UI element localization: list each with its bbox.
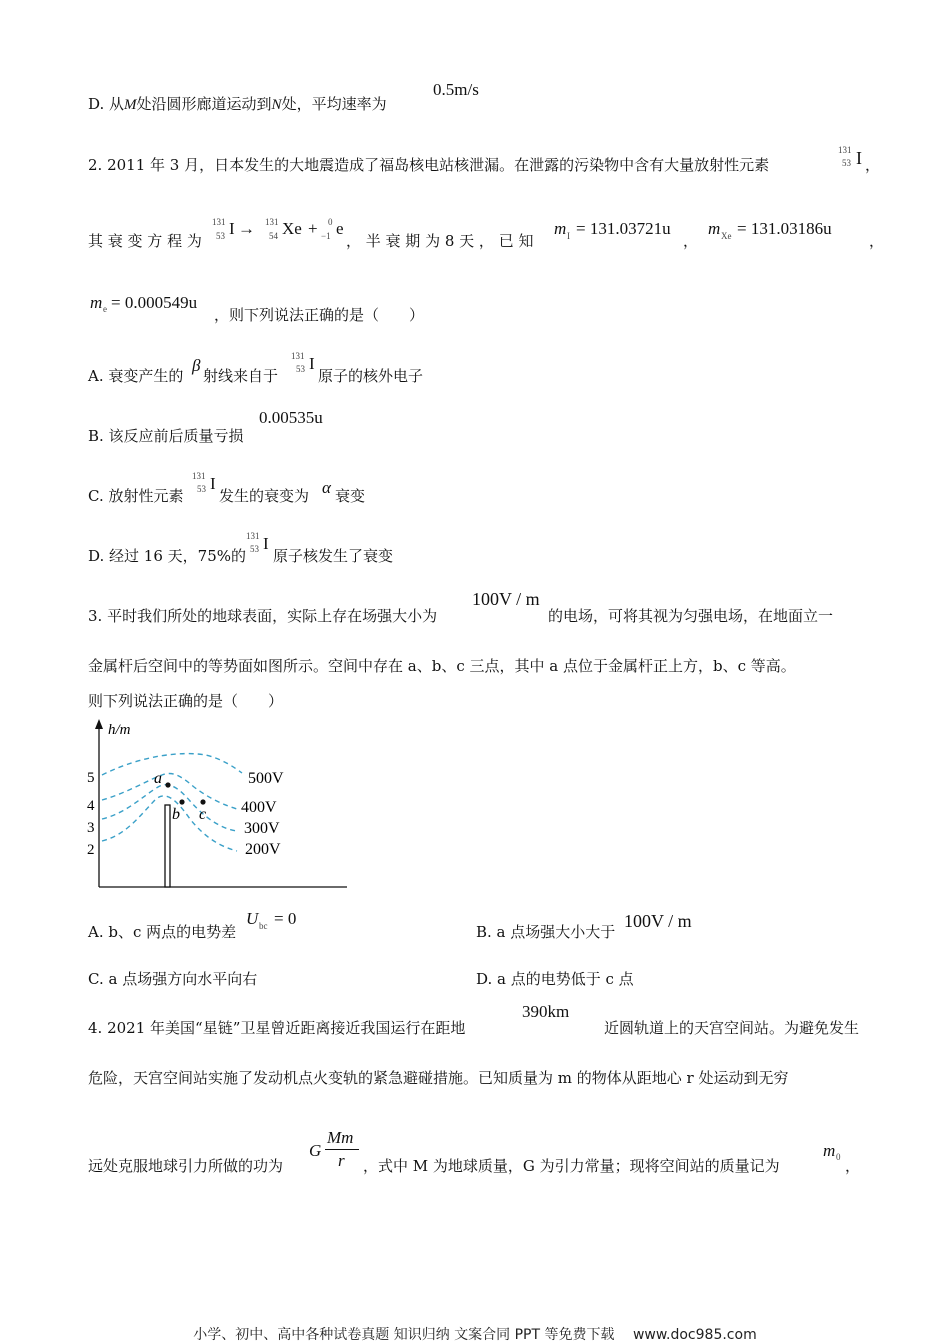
q4-distance: 390km [522, 1002, 570, 1021]
q2-l1-iodine-mass: 131 [838, 145, 852, 155]
q4-line1-suffix: 近圆轨道上的天宫空间站。为避免发生 [604, 1019, 860, 1037]
q2-optc-alpha: α [322, 478, 331, 497]
q2-line2-mid: ， 半 衰 期 为 8 天 ， 已 知 [346, 232, 534, 250]
q2-line2-prefix: 其 衰 变 方 程 为 [88, 232, 202, 250]
label-200v: 200V [245, 841, 281, 858]
label-300v: 300V [244, 820, 280, 837]
q4-m0-sub: 0 [836, 1152, 841, 1162]
q2-comma1: ， [683, 232, 699, 250]
curve-500v [102, 754, 242, 775]
y-axis-arrow [95, 719, 103, 729]
q4-line3-mid: ，式中 M 为地球质量，G 为引力常量；现将空间站的质量记为 [363, 1157, 780, 1175]
q2-mxe: m [708, 219, 721, 238]
q3-opta-sub: bc [259, 921, 268, 931]
q4-line3-end: ， [845, 1157, 861, 1175]
q2-eq-i: I [229, 219, 235, 238]
q3-line1-suffix: 的电场，可将其视为匀强电场，在地面立一 [548, 607, 834, 625]
q2-eq-arrow: → [238, 219, 255, 238]
q2-optc-mid: 发生的衰变为 [219, 487, 310, 505]
y-tick-5: 5 [87, 770, 95, 786]
q1-optd-prefix: D. 从 [88, 95, 125, 113]
q2-eq-e-mass: 0 [328, 217, 333, 227]
q4-line3-prefix: 远处克服地球引力所做的功为 [88, 1157, 284, 1175]
y-tick-4: 4 [87, 798, 95, 814]
q2-opt-b: B. 该反应前后质量亏损 [88, 427, 244, 445]
q2-eq-plus: + [308, 219, 318, 238]
q2-mxe-sub: Xe [721, 231, 732, 241]
y-tick-3: 3 [87, 820, 95, 836]
q2-opta-prefix: A. 衰变产生的 [88, 367, 184, 385]
q2-line1: 2. 2011 年 3 月，日本发生的大地震造成了福岛核电站核泄漏。在泄露的污染物中含有大量放射性元素 [88, 156, 770, 174]
q2-mi-sub: I [567, 231, 570, 241]
q2-optc-i-z: 53 [197, 484, 206, 494]
q3-line2: 金属杆后空间中的等势面如图所示。空间中存在 a、b、c 三点，其中 a 点位于金属杆正上方，b、c 等高。 [88, 657, 796, 675]
q1-optd-value: 0.5m/s [433, 80, 479, 99]
q2-comma2: ， [869, 232, 885, 250]
q3-opta-u: U [246, 909, 259, 928]
q4-fraction-bar [325, 1149, 359, 1150]
q2-eq-i-z: 53 [216, 231, 225, 241]
q4-g: G [309, 1141, 322, 1160]
q3-line3: 则下列说法正确的是（ ） [88, 692, 284, 710]
q2-opta-i-mass: 131 [291, 351, 305, 361]
q4-line2: 危险，天宫空间站实施了发动机点火变轨的紧急避碰措施。已知质量为 m 的物体从距地心 r 处运动到无穷 [88, 1069, 789, 1087]
q2-opta-suffix: 原子的核外电子 [318, 367, 424, 385]
point-a [165, 782, 170, 787]
label-c: c [199, 806, 207, 823]
q1-optd-n: N [271, 97, 282, 113]
q2-eq-e: e [336, 219, 344, 238]
q2-mxe-val: = 131.03186u [737, 219, 832, 238]
q4-line1-prefix: 4. 2021 年美国“星链”卫星曾近距离接近我国运行在距地 [88, 1019, 466, 1037]
q2-opta-i: I [309, 354, 315, 373]
q2-opt-d: D. 经过 16 天，75%的 [88, 547, 246, 565]
q2-eq-xe-mass: 131 [265, 217, 279, 227]
q2-me: m [90, 293, 103, 312]
q3-opt-d: D. a 点的电势低于 c 点 [476, 970, 634, 988]
curve-400v [102, 774, 237, 810]
q2-me-val: = 0.000549u [111, 293, 198, 312]
q2-optc-suffix: 衰变 [335, 487, 366, 505]
q2-eq-i-mass: 131 [212, 217, 226, 227]
q2-mi: m [554, 219, 567, 238]
q1-optd-mid: 处沿圆形廊道运动到 [136, 95, 272, 113]
q2-l1-iodine-z: 53 [842, 158, 851, 168]
q2-eq-xe-z: 54 [269, 231, 278, 241]
q2-optd-suffix: 原子核发生了衰变 [273, 547, 394, 565]
footer-site[interactable]: www.doc985.com [632, 1327, 757, 1343]
q2-optd-i: I [263, 534, 269, 553]
q3-field-value: 100V / m [472, 589, 540, 609]
q3-opta-val: = 0 [274, 909, 297, 928]
q3-optb-value: 100V / m [624, 911, 692, 931]
footer [0, 1324, 950, 1344]
q2-optb-value: 0.00535u [259, 408, 323, 427]
q2-opt-a [88, 366, 183, 386]
q2-mi-val: = 131.03721u [576, 219, 671, 238]
q2-me-sub: e [103, 304, 107, 314]
q2-opt-c: C. 放射性元素 [88, 487, 184, 505]
q2-optc-i: I [210, 474, 216, 493]
q4-m0: m [823, 1141, 836, 1160]
q3-opt-a: A. b、c 两点的电势差 [88, 923, 237, 941]
equipotential-figure [82, 715, 352, 895]
label-b: b [172, 806, 180, 823]
q2-line3-suffix: ，则下列说法正确的是（ ） [214, 306, 425, 324]
q2-optd-i-mass: 131 [246, 531, 260, 541]
q1-option-d [88, 94, 387, 115]
q1-optd-suffix: 处，平均速率为 [281, 95, 387, 113]
y-tick-2: 2 [87, 842, 95, 858]
q3-opt-c: C. a 点场强方向水平向右 [88, 970, 258, 988]
label-a: a [154, 770, 162, 787]
y-axis-label: h/m [108, 722, 131, 738]
point-c [200, 799, 205, 804]
q2-l1-end: ， [865, 156, 881, 174]
q3-opt-b: B. a 点场强大小大于 [476, 923, 616, 941]
q2-optc-i-mass: 131 [192, 471, 206, 481]
point-b [179, 799, 184, 804]
q1-optd-m: M [124, 97, 137, 113]
q2-optd-i-z: 53 [250, 544, 259, 554]
q4-numerator: Mm [327, 1128, 354, 1147]
q2-eq-e-z: −1 [321, 231, 331, 241]
q2-opta-beta: β [192, 356, 201, 375]
q2-opta-i-z: 53 [296, 364, 305, 374]
q2-opta-mid: 射线来自于 [203, 367, 279, 385]
q2-l1-iodine: I [856, 148, 862, 168]
q4-denominator: r [338, 1151, 345, 1170]
metal-rod [165, 805, 170, 887]
q2-eq-xe: Xe [282, 219, 302, 238]
q3-line1-prefix: 3. 平时我们所处的地球表面，实际上存在场强大小为 [88, 607, 438, 625]
label-400v: 400V [241, 799, 277, 816]
label-500v: 500V [248, 770, 284, 787]
footer-text: 小学、初中、高中各种试卷真题 知识归纳 文案合同 PPT 等免费下载 [193, 1327, 615, 1343]
